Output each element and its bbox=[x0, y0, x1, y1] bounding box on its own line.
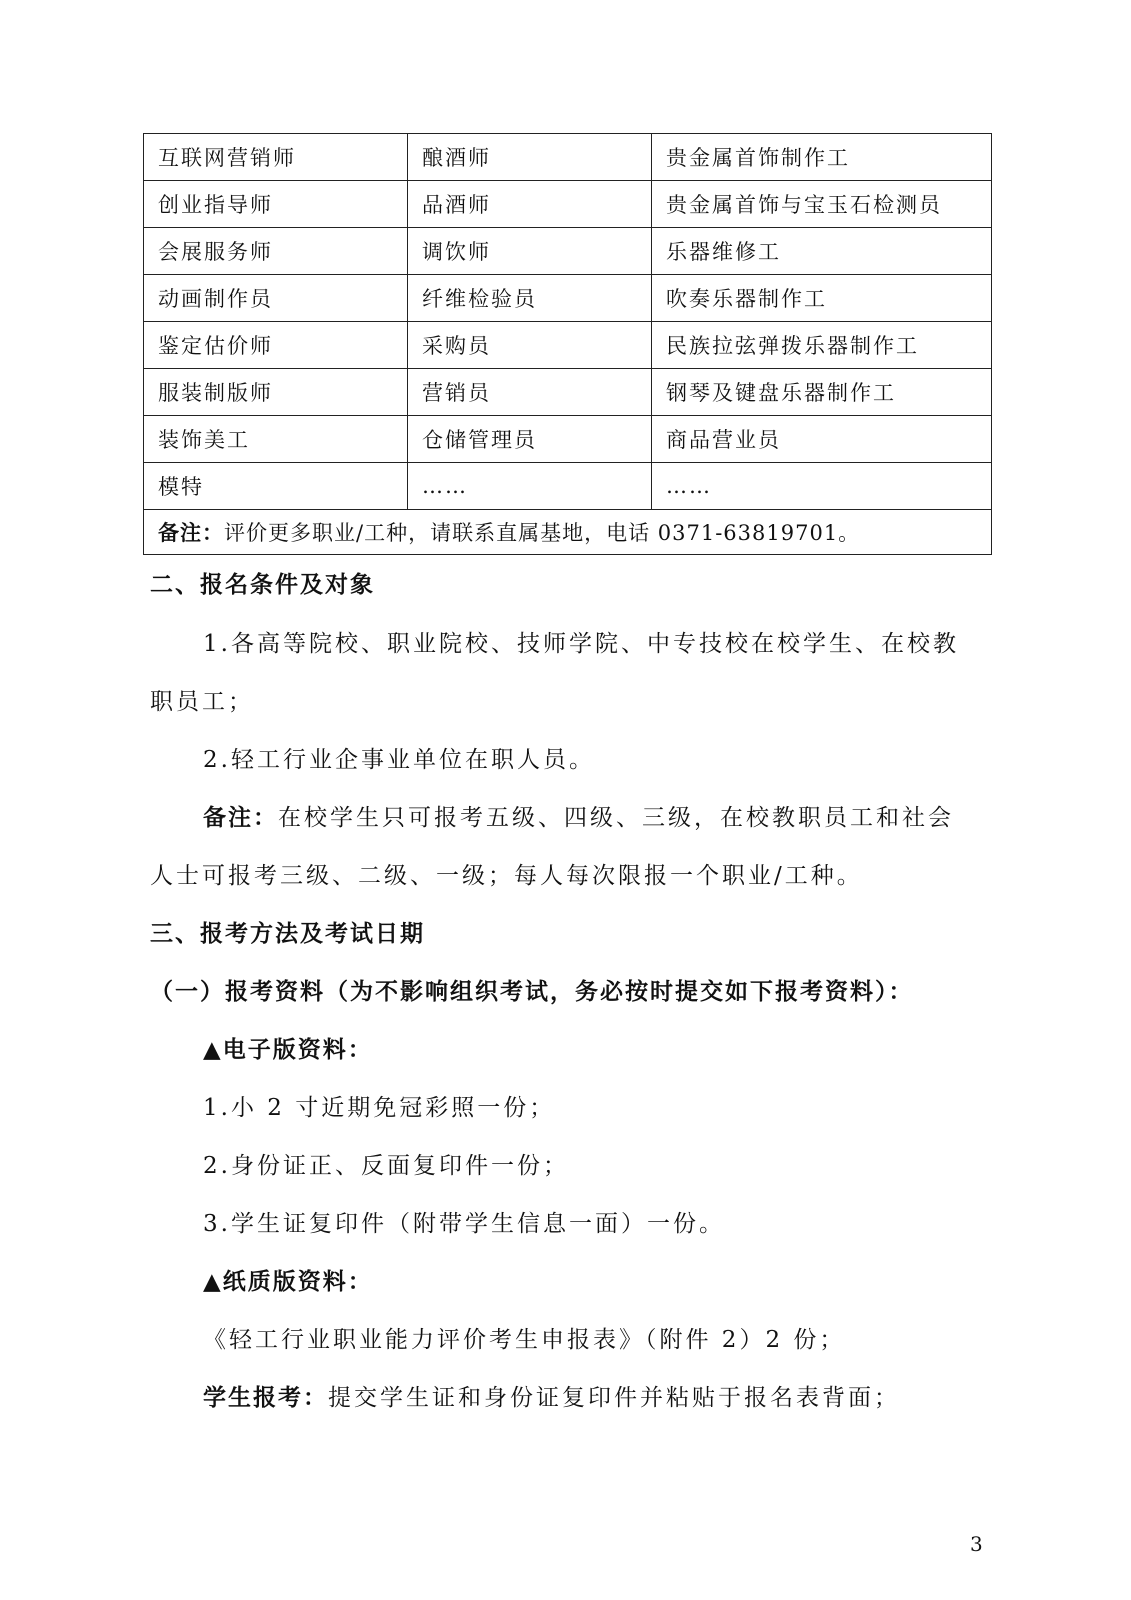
table-cell: 鉴定估价师 bbox=[144, 322, 408, 369]
electronic-item-2: 2.身份证正、反面复印件一份； bbox=[203, 1153, 569, 1179]
occupation-table bbox=[143, 133, 992, 555]
table-cell: …… bbox=[652, 463, 992, 510]
table-cell: 品酒师 bbox=[408, 181, 652, 228]
table-cell: 钢琴及键盘乐器制作工 bbox=[652, 369, 992, 416]
table-row bbox=[144, 275, 992, 322]
section2-note-line1 bbox=[203, 799, 954, 832]
table-note bbox=[144, 510, 992, 555]
table-cell: 贵金属首饰制作工 bbox=[652, 134, 992, 181]
electronic-materials-heading: ▲电子版资料： bbox=[203, 1037, 373, 1063]
table-cell: 服装制版师 bbox=[144, 369, 408, 416]
table-cell: 商品营业员 bbox=[652, 416, 992, 463]
table-cell: 模特 bbox=[144, 463, 408, 510]
table-note-label: 备注： bbox=[158, 521, 224, 545]
table-cell: 仓储管理员 bbox=[408, 416, 652, 463]
table-cell: 装饰美工 bbox=[144, 416, 408, 463]
table-cell: 调饮师 bbox=[408, 228, 652, 275]
table-row bbox=[144, 181, 992, 228]
table-note-row bbox=[144, 510, 992, 555]
table-row bbox=[144, 416, 992, 463]
table-row bbox=[144, 369, 992, 416]
page-number: 3 bbox=[970, 1532, 983, 1556]
student-application-label: 学生报考： bbox=[203, 1385, 328, 1411]
table-cell: 创业指导师 bbox=[144, 181, 408, 228]
section2-item2: 2.轻工行业企事业单位在职人员。 bbox=[203, 747, 595, 773]
section2-note-text: 在校学生只可报考五级、四级、三级，在校教职员工和社会 bbox=[278, 805, 954, 831]
paper-item-1: 《轻工行业职业能力评价考生申报表》（附件 2）2 份； bbox=[203, 1327, 846, 1353]
student-application-text: 提交学生证和身份证复印件并粘贴于报名表背面； bbox=[328, 1385, 900, 1411]
table-cell: 乐器维修工 bbox=[652, 228, 992, 275]
table-cell: 动画制作员 bbox=[144, 275, 408, 322]
section2-note-label: 备注： bbox=[203, 805, 278, 831]
table-cell: 采购员 bbox=[408, 322, 652, 369]
paper-materials-heading: ▲纸质版资料： bbox=[203, 1269, 373, 1295]
table-cell: 营销员 bbox=[408, 369, 652, 416]
table-note-text: 评价更多职业/工种，请联系直属基地，电话 0371-63819701。 bbox=[224, 521, 861, 545]
table-cell: …… bbox=[408, 463, 652, 510]
table-row bbox=[144, 463, 992, 510]
electronic-item-1: 1.小 2 寸近期免冠彩照一份； bbox=[203, 1095, 556, 1121]
table-cell: 酿酒师 bbox=[408, 134, 652, 181]
table-cell: 会展服务师 bbox=[144, 228, 408, 275]
electronic-item-3: 3.学生证复印件（附带学生信息一面）一份。 bbox=[203, 1211, 725, 1237]
section2-title: 二、报名条件及对象 bbox=[150, 572, 375, 598]
section3-title: 三、报考方法及考试日期 bbox=[150, 921, 425, 947]
table-row bbox=[144, 322, 992, 369]
student-application bbox=[203, 1379, 900, 1412]
table-cell: 互联网营销师 bbox=[144, 134, 408, 181]
table-row bbox=[144, 228, 992, 275]
table-cell: 吹奏乐器制作工 bbox=[652, 275, 992, 322]
section2-item1-line2: 职员工； bbox=[150, 689, 254, 715]
section2-note-line2: 人士可报考三级、二级、一级；每人每次限报一个职业/工种。 bbox=[150, 863, 863, 889]
section3-subtitle: （一）报考资料（为不影响组织考试，务必按时提交如下报考资料）： bbox=[150, 979, 914, 1005]
table-cell: 贵金属首饰与宝玉石检测员 bbox=[652, 181, 992, 228]
table-cell: 民族拉弦弹拨乐器制作工 bbox=[652, 322, 992, 369]
table-row bbox=[144, 134, 992, 181]
section2-item1-line1: 1.各高等院校、职业院校、技师学院、中专技校在校学生、在校教 bbox=[203, 631, 959, 657]
table-cell: 纤维检验员 bbox=[408, 275, 652, 322]
